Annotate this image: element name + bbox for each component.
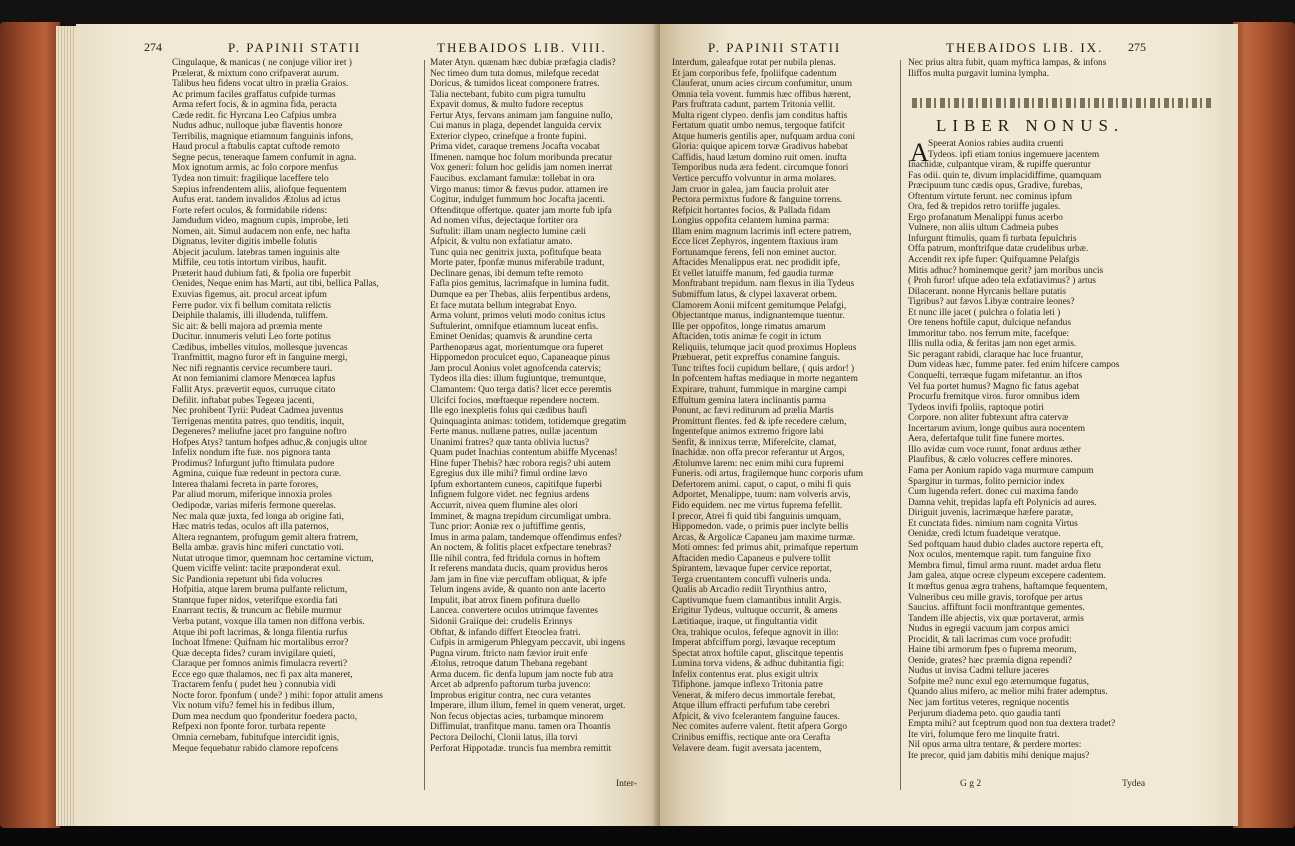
verse-line: Infignem fulgore videt. nec fegnius ardens (430, 490, 590, 501)
verse-line: Spirantem, lævaque fuper cervice reportat, (672, 564, 832, 575)
verse-line: Ætolumve larem: nec enim mihi cura fupremi (672, 458, 844, 469)
verse-line: Quæ decepta fides? curam invigilare quieti, (172, 648, 336, 659)
verse-line: Accendit rex ipfe fuper: Quifquamne Pelafgis (908, 255, 1080, 266)
verse-line: Ac primum faciles graffatus cufpide turmas (172, 89, 336, 100)
verse-line: Imperat abfciffum porgi, lævaque receptum (672, 638, 836, 649)
verse-line: Ille ego inexpletis folus qui cædibus haufi (430, 406, 588, 417)
verse-line: Sofpite me? nunc exul ego æternumque fugatus, (908, 676, 1089, 687)
verse-line: Diffimulat, tranfitque manu. tamen ora Thoantis (430, 722, 611, 733)
verse-line: Longius oppofita celantem lumina parma: (672, 216, 830, 227)
verse-line: Monftrabant trepidum. nam flexus in ilia Tydeus (672, 279, 855, 290)
verse-line: Oftenditque offertque. quater jam morte fub ipfa (430, 205, 612, 216)
verse-line: Offa patrum, monftrifque datæ crudelibus urbæ. (908, 244, 1089, 255)
verse-line: Effultum gemina latera inclinantis parma (672, 395, 826, 406)
verse-line: Ferre pudor. vix fi bellum comitata relictis (172, 300, 332, 311)
verse-line: Altera regnantem, profugum gemit altera fratrem, (172, 532, 359, 543)
verse-line: Fas odii. quin te, divum implacidiffime, quamquam (908, 170, 1102, 181)
verse-line: Sed poftquam haud dubio clades auctore reperta eft, (908, 539, 1104, 550)
verse-line: Et nunc ille jacet ( pulchra o folatia leti ) (908, 307, 1061, 318)
verse-line: Afpicit, & vivo fcelerantem fanguine fauces. (672, 711, 840, 722)
verse-line: Ora, trahique oculos, fefeque agnovit in illo: (672, 627, 839, 638)
verse-line: Accurrit, nivea quem flumine ales olori (430, 500, 578, 511)
verse-line: Telum ingens avide, & quanto non ante lacerto (430, 585, 606, 596)
verse-line: Omnia cernebam, fubitufque intercidit ignis, (172, 733, 340, 743)
right-page-column-2 (908, 139, 1144, 761)
verse-line: Jamdudum video, magnum cupis, improbe, leti (172, 216, 349, 227)
verse-line: Spectat atrox hoftile caput, gliscitque tepentis (672, 648, 844, 659)
verse-line: Miffile, ceu totis intortum viribus, haufit. (172, 258, 327, 269)
verse-line: Ingentefque animos extremo frigore labi (672, 427, 824, 438)
verse-line: Plaufibus, & cælo volucres ceffere minores. (908, 455, 1073, 466)
verse-line: Nec comites auferre valent. ftetit afpera Gorgo (672, 722, 848, 733)
verse-line: Damna vehit, trepidas lapfa eft Polynicis ad aures. (908, 497, 1097, 508)
verse-line: Eminet Oenidas; quamvis & arundine certa (430, 332, 593, 343)
verse-line: Pectora permixtus fudore & fanguine torrens. (672, 195, 843, 206)
verse-line: Adportet, Menalippe, tuum: nam volveris arvis, (672, 490, 851, 501)
verse-line: Inachidæ, culpantque viram, & rupiffe queruntur (908, 160, 1091, 171)
verse-line: Tifiphone. jamque inflexo Tritonia patre (672, 680, 823, 691)
verse-line: Clamantem: Quo terga datis? licet ecce peremtis (430, 384, 612, 395)
verse-line: Suftulerint, omnifque etiamnum luceat enfis. (430, 321, 599, 332)
verse-line: Pectora Deilochi, Clonii latus, illa torvi (430, 733, 578, 743)
verse-line: Tractarem fenfu ( pudet heu ) connubia vidi (172, 680, 336, 691)
verse-line: Atque humeris gentilis aper, nufquam ardua coni (672, 131, 856, 142)
verse-line: Hofpes Atys? tantum hofpes adhuc,& conjugis ultor (172, 437, 368, 448)
verse-line: Ore tenens hoftile caput, dulcique nefandus (908, 318, 1071, 329)
left-page (76, 24, 660, 826)
verse-line: Cui manus in plaga, dependet languida cervix (430, 121, 602, 132)
verse-line: Cæde redit. fic Hyrcana Leo Cafpius umbra (172, 110, 337, 121)
verse-line: Promittunt flentes. fed & ipfe recedere cælum, (672, 416, 847, 427)
verse-line: Defilit. inftabat pubes Tegeæa jacenti, (172, 395, 315, 406)
verse-line: Aftaciden medio Capaneus e pulvere tollit (672, 553, 831, 564)
verse-line: Illam enim magnum lacrimis infl ectere patrem, (672, 226, 852, 237)
verse-line: Præbuerat, petit expreffus conamine fanguis. (672, 353, 841, 364)
verse-line: Unanimi fratres? quæ tanta oblivia luctus? (430, 437, 590, 448)
verse-line: Clauferat, unum acies circum confumitur, unum (672, 79, 853, 90)
verse-line: Præcipuum tunc cædis opus, Gradive, furebas, (908, 181, 1083, 192)
left-cover-board (0, 22, 60, 828)
verse-line: Tydeos invifi fpoliis, raptoque potiri (908, 402, 1045, 413)
verse-line: Tydeos illa dies: illum fugiuntque, tremuntque, (430, 374, 607, 385)
verse-line: Dum videas hæc, fumme pater. fed enim hifcere campos (908, 360, 1120, 371)
verse-line: Pars fruftrata cadunt, partem Tritonia vellit. (672, 100, 836, 111)
verse-line: Declinare genas, ibi demum tefte remoto (430, 268, 584, 279)
column-rule (424, 60, 425, 790)
verse-line: Hippomedon. vade, o primis puer inclyte bellis (672, 522, 849, 533)
verse-line: Corpore. non aliter fubtexunt aftra catervæ (908, 413, 1069, 424)
verse-line: Impulit, ibat atrox finem pofitura duello (430, 595, 580, 606)
verse-line: Oenide, grates? hæc præmia digna rependi? (908, 655, 1073, 666)
verse-line: Sic Pandionia repetunt ubi fida volucres (172, 574, 323, 585)
verse-line: Ecce ego quæ thalamos, nec fi pax alta maneret, (172, 669, 353, 680)
verse-line: Suftulit: illam unam neglecto lumine cæli (430, 226, 586, 237)
verse-line: Afpicit, & vultu non exfatiatur amato. (430, 237, 573, 248)
verse-line: Velavere deam. fugit aversata jacentem, (672, 743, 822, 754)
verse-line: Expavit domus, & multo fudore receptus (430, 100, 584, 111)
verse-line: Cædibus, imbelles vitulos, mollesque juvencas (172, 342, 348, 353)
verse-line: Nil opus arma ultra tentare, & perdere mortes: (908, 740, 1082, 751)
verse-line: Multa rigent clypeo. denfis jam conditus haftis (672, 110, 848, 121)
verse-line: Vulneribus ceu mille gravis, torofque per artus (908, 592, 1083, 603)
verse-line: Interdum, galeafque rotat per nubila plenas. (672, 58, 836, 68)
left-page-edges (56, 26, 78, 826)
verse-line: Ad nomen vifus, dejectaque fortiter ora (430, 216, 578, 227)
headpiece-ornament (912, 98, 1212, 108)
verse-line: Terribilis, magnique etiamnum fanguinis infons, (172, 131, 354, 142)
verse-line: Arma volunt, primos veluti modo conitus ictus (430, 311, 606, 322)
verse-line: Bella ambæ. gravis hinc miferi cunctatio voti. (172, 543, 344, 554)
right-cover-board (1233, 22, 1295, 828)
verse-line: Jam procul Aonius volet agnofcenda catervis; (430, 363, 602, 374)
verse-line: Infelix contentus erat. plus exigit ultrix (672, 669, 819, 680)
verse-line: Exterior clypeo, crinefque a fronte fupini. (430, 131, 587, 142)
verse-line: Vix notum vifu? femel his in fedibus illum, (172, 701, 335, 712)
verse-line: Imperare, illum illum, femel in quem venerat, urget. (430, 701, 626, 712)
verse-line: Venerat, & mifero decus immortale ferebat, (672, 690, 836, 701)
verse-line: Lancea. convertere oculos utrimque faventes (430, 606, 598, 617)
verse-line: Defertorem animi. caput, o caput, o mihi fi quis (672, 479, 851, 490)
verse-line: Ducitur. innumeris veluti Leo forte potitus (172, 332, 331, 343)
verse-line: Conqueſti, terræque fugam mifetantur. an iftos (908, 371, 1083, 382)
verse-line: Immoritur tabo. nos ferrum mite, facefque: (908, 328, 1070, 339)
verse-line: Non fecus objectas acies, turbamque minorem (430, 711, 604, 722)
drop-capital: A (910, 138, 929, 167)
verse-line: Nec timeo dum tuta domus, milefque recedat (430, 68, 599, 79)
verse-line: Dum mea necdum quo fponderitur foedera pacto, (172, 711, 358, 722)
verse-line: Exuvias figemus, ait. procul arceat ipfum (172, 290, 327, 301)
verse-line: Nocte foror. fponfum ( unde? ) mihi: fopor attulit amens (172, 690, 383, 701)
verse-line: Tigribus? aut fævos Libyæ contraire leones? (908, 297, 1075, 308)
verse-line: Mater Atyn. quænam hæc dubiæ præfagia cladis? (430, 58, 616, 68)
verse-line: Erigitur Tydeus, vultuque occurrit, & amens (672, 606, 838, 617)
verse-line: Interea thalami fecreta in parte forores, (172, 479, 319, 490)
verse-line: Ecce licet Zephyros, ingentem ftaxiuus iram (672, 237, 839, 248)
verse-line: An noctem, & folitis placet exfpectare tenebras? (430, 543, 612, 554)
verse-line: Procurfu fremitque viros. furor omnibus idem (908, 392, 1080, 403)
verse-line: Imus in arma palam, tandemque offendimus enfes? (430, 532, 622, 543)
verse-line: Saucius. affiftunt focii monftrantque gementes. (908, 603, 1085, 614)
verse-line: Infelix nondum ifte fuæ. nos pignora tanta (172, 448, 331, 459)
verse-line: Procidit, & tali lacrimas cum voce profudit: (908, 634, 1072, 645)
verse-line: Imminet, & magna trepidum circumligat umbra. (430, 511, 611, 522)
verse-line: Nudus ut invisa Cadmi tellure jaceres (908, 666, 1049, 677)
verse-line: Nec mala quæ juxta, fed longa ab origine fati, (172, 511, 344, 522)
verse-line: Arcas, & Argolicæ Capaneu jam maxime turmæ. (672, 532, 856, 543)
left-page-column-2 (430, 58, 656, 754)
verse-line: Jam cruor in galea, jam faucia proluit ater (672, 184, 829, 195)
verse-line: Haine tibi armorum fpes o fuprema meorum, (908, 645, 1077, 656)
verse-line: Tandem ille abjectis, vix quæ portaverat, armis (908, 613, 1084, 624)
verse-line: Dignatus, leviter digitis imbelle folutis (172, 237, 318, 248)
verse-line: Enarrant tectis, & truncum ac flebile murmur (172, 606, 342, 617)
verse-line: Moti omnes: fed primus abit, primafque repertum (672, 543, 859, 554)
verse-line: Doricus, & tumidos liceat componere fratres. (430, 79, 600, 90)
verse-line: Iliffos multa purgavit lumina lympha. (908, 68, 1050, 79)
verse-line: Deiphile thalamis, illi illudenda, tuliffem. (172, 311, 328, 322)
verse-line: Inchoat Ifmene: Quifnam hic mortalibus error? (172, 638, 349, 649)
verse-line: Hippomedon proculcet equo, Capaneaque pinus (430, 353, 610, 364)
verse-line: Perforat Hippotadæ. truncis fua membra remittit (430, 743, 612, 754)
verse-line: Prodimus? Infurgunt jufto ftimulata pudore (172, 458, 335, 469)
verse-line: Quinquaginta animas: totidem, totidemque gregatim (430, 416, 627, 427)
verse-line: Dilacerant. nonne Hyrcanis bellare putatis (908, 286, 1067, 297)
verse-line: Haud procul a ftabulis captat cuftode remoto (172, 142, 340, 153)
verse-line: Ille per oppofitos, longe rimatus amarum (672, 321, 826, 332)
verse-line: Incertarum avium, longe quibus aura nocentem (908, 423, 1086, 434)
verse-line: Illo avidæ cum voce ruunt, fonat arduus æther (908, 444, 1081, 455)
right-page-column-1 (672, 58, 894, 754)
verse-line: Perjurum diadema peto. quo gaudia tanti (908, 708, 1061, 719)
verse-line: Expirare, trahunt, fummique in margine campi (672, 384, 847, 395)
verse-line: Pugna virum. ftricto nam fævior iruit enfe (430, 648, 588, 659)
verse-line: Quam pudet Inachias contentum abiiffe Mycenas! (430, 448, 618, 459)
verse-line: Oedipodæ, varias miferis fermone querelas. (172, 500, 337, 511)
verse-line: Submiffum latus, & clypei laxaverat orbem. (672, 290, 838, 301)
verse-line: Empta mihi? aut fceptrum quod non tua dextera tradet? (908, 719, 1116, 730)
verse-line: Ulcifci focios, mœftaeque rependere noctem. (430, 395, 600, 406)
verse-line: Tunc triftes focii cupidum bellare, ( quis ardor! ) (672, 363, 855, 374)
verse-line: Atque ibi poft lacrimas, & longa filentia rurfus (172, 627, 348, 638)
verse-line: Obftat, & infando differt Eteoclea fratri. (430, 627, 581, 638)
verse-line: Fido equidem. nec me virtus fuprema fefellit. (672, 500, 843, 511)
running-head-book: THEBAIDOS LIB. VIII. (437, 40, 607, 55)
verse-line: Objectantque manus, indignantemque tuentur. (672, 311, 845, 322)
verse-line: Agmina, cuique fuæ redeunt in pectora curæ. (172, 469, 342, 480)
verse-line: Hæc matris tedas, oculos aft illa paternos, (172, 522, 329, 533)
verse-line: Parthenopæus agat, morientumque ora fuperet (430, 342, 604, 353)
verse-line: Nox oculos, mentemque rapit. tum fanguine fixo (908, 550, 1091, 561)
verse-line: Gloria: quique apicem torvæ Gradivus habebat (672, 142, 848, 153)
verse-line: Vel fua portet humus? Magno fic fatus agebat (908, 381, 1080, 392)
verse-line: Meque fequebatur rabido clamore repofcens (172, 743, 339, 754)
verse-line: Tydea non timuit: fragilique laceffere telo (172, 174, 329, 185)
catchword: Tydea (1122, 779, 1146, 789)
verse-line: Degeneres? meliufne jacet pro fanguine noftro (172, 427, 347, 438)
verse-line: Lumina torva videns, & adhuc dubitantia figi: (672, 659, 845, 670)
verse-line: Nudus in egregii vacuum jam corpus amici (908, 624, 1070, 635)
verse-line: In pofcentem haftas mediaque in morte negantem (672, 374, 858, 385)
verse-line: Fama per Aonium rapido vaga murmure campum (908, 465, 1094, 476)
verse-line: Stantque fuper nidos, veterifque exordia fati (172, 595, 338, 606)
verse-line: Ferte manus. nullæne patres, nullæ jacentum (430, 427, 598, 438)
verse-line: Prælerat, & mixtum cono crifpaverat aurum. (172, 68, 339, 79)
verse-line: Cingulaque, & manicas ( ne conjuge vilior iret ) (172, 58, 352, 68)
verse-line: Mitis adhuc? hominemque gerit? jam moribus uncis (908, 265, 1104, 276)
verse-line: Talia nectebant, fubito cum pigra tumultu (430, 89, 586, 100)
running-head-author: P. PAPINII STATII (708, 40, 842, 55)
verse-line: Qualis ab Arcadio rediit Tirynthius antro, (672, 585, 827, 596)
left-page-column-1 (172, 58, 418, 754)
verse-line: Diriguit juvenis, lacrimæque hæfere paratæ, (908, 508, 1074, 519)
verse-line: Inachidæ. non offa precor referantur ut Argos, (672, 448, 845, 459)
verse-line: Et jam corporibus fefe, fpoliifque cadentum (672, 68, 837, 79)
verse-line: Infurgunt ftimulis, quam fi turbata fepulchris (908, 233, 1077, 244)
verse-line: Temporibus nuda æra fedent. circumque fonori (672, 163, 849, 174)
verse-line: Prima videt, caraque tremens Jocafta vocabat (430, 142, 600, 153)
verse-line: Crinibus emiffis, rectique ante ora Cerafta (672, 733, 831, 743)
verse-line: Oenidæ, credi lctum fuadetque veratque. (908, 529, 1061, 540)
column-rule (900, 60, 901, 790)
verse-line: Nec prius altra fubit, quam myftica lampas, & infons (908, 58, 1107, 68)
verse-line: Sæpius infrendentem aliis, aliofque fequentem (172, 184, 347, 195)
verse-line: Illis nulla odia, & feritas jam non eget armis. (908, 339, 1077, 350)
verse-line: Arma ducem. fic denfa lupum jam nocte fub atra (430, 669, 614, 680)
verse-line: Oenides, Neque enim has Marti, aut tibi, bellica Pallas, (172, 279, 379, 290)
catchword: Inter- (616, 779, 637, 789)
running-head-author: P. PAPINII STATII (228, 40, 362, 55)
verse-line: Tunc prior: Aoniæ rex o juftiffime gentis, (430, 522, 586, 533)
verse-line: Terga cruentantem concuffi vulneris unda. (672, 574, 831, 585)
verse-line: Tydeos. ipfi etiam tonius ingemuere jacentem (928, 149, 1100, 160)
verse-line: Fallit Atys. prævertit equos, curruque citato (172, 384, 336, 395)
verse-line: Aftaciden, totis animæ fe cogit in ictum (672, 332, 822, 343)
verse-line: Nec prohibent Tyrii: Pudeat Cadmea juventus (172, 406, 344, 417)
verse-line: Caffidis, haud lætum domino ruit omen. inufta (672, 152, 847, 163)
verse-line: Nec jam fortitus veteres, regnique nocentis (908, 697, 1069, 708)
verse-line: Oftentum virtute ferunt. nec cominus ipfum (908, 191, 1073, 202)
verse-line: Tranfmittit, magno furor eft in fanguine mergi, (172, 353, 348, 364)
verse-line: Clamorem Aonii mifcent gemitumque Pelafgi, (672, 300, 847, 311)
verse-line: Talibus heu fidens vocat ultro in prælia Graios. (172, 79, 349, 90)
verse-line: Ergo profanatum Menalippi funus acerbo (908, 212, 1063, 223)
signature-mark: G g 2 (960, 779, 982, 789)
verse-line: Quando alius mifero, ac melior mihi frater ademptus. (908, 687, 1108, 698)
verse-line: Virgo manus: timor & fævus pudor. attamen ire (430, 184, 608, 195)
verse-line: I precor, Atrei fi quid tibi fanguinis umquam, (672, 511, 842, 522)
verse-line: Ipfum exhortantem cuneos, capitifque fuperbi (430, 479, 603, 490)
verse-line: Improbus erigitur contra, nec cura vetantes (430, 690, 591, 701)
verse-line: Arma refert focis, & in agmina fida, peracta (172, 100, 337, 111)
verse-line: Nomen, ait. Simul audacem non enfe, nec hafta (172, 226, 351, 237)
verse-line: ( Proh furor! ufque adeo tela exfatiavimus? ) artus (908, 276, 1096, 287)
verse-line: Ifmenen. namque hoc folum moribunda precatur (430, 152, 613, 163)
verse-line: Aera, defertafque tulit fine funere mortes. (908, 434, 1065, 445)
verse-line: Spargitur in turmas, folito pernicior index (908, 476, 1065, 487)
verse-line: Et vellet latuiffe manum, fed gaudia turmæ (672, 268, 834, 279)
verse-line: Nutat utroque timor, quemnam hoc certamine victum, (172, 553, 374, 564)
verse-line: Ætolus, retroque datum Thebana regebant (430, 659, 588, 670)
verse-line: Et cunctata fides. nimium nam cognita Virtus (908, 518, 1078, 529)
verse-line: Vulnere, non aliis ultum Cadmeia pubes (908, 223, 1059, 234)
page-number: 275 (1128, 40, 1146, 54)
verse-line: Sic ait: & belli majora ad præmia mente (172, 321, 323, 332)
verse-line: Dumque ea per Thebas, aliis ferpentibus ardens, (430, 290, 611, 301)
verse-line: Jam jam in fine viæ percuffam obliquat, & ipfe (430, 574, 607, 585)
verse-line: Vertice percuffo volvuntur in arma molares. (672, 174, 837, 185)
verse-line: Cum lugenda refert. donec cui maxima fando (908, 487, 1078, 498)
verse-line: Verba putant, voxque illa tamen non diffona verbis. (172, 616, 365, 627)
verse-line: Fertur Atys, fervans animam jam fanguine nullo, (430, 110, 613, 121)
verse-line: Hine fuper Thebis? hæc robora regis? ubi autem (430, 458, 611, 469)
verse-line: Membra fimul, fimul arma ruunt. madet ardua fletu (908, 560, 1101, 571)
verse-line: Funeris. odi artus, fragilemque hunc corporis ufum (672, 469, 864, 480)
right-page (660, 24, 1238, 826)
verse-line: Mox ignotum armis, ac folo corpore menfus (172, 163, 338, 174)
verse-line: Arcet ab adprenfo paftorum turba juvenco: (430, 680, 591, 691)
verse-line: Ite viri, folumque fero me linquite fratri. (908, 729, 1060, 740)
right-page-column-2-top (908, 58, 1144, 79)
verse-line: At non femianimi clamore Menœcea lapfus (172, 374, 336, 385)
book-heading: LIBER NONUS. (936, 116, 1125, 135)
verse-line: It mœftus genua ægra trahens, haftamque fequentem, (908, 581, 1108, 592)
verse-line: Speerat Aonios rabies audita cruenti (928, 139, 1064, 149)
verse-line: Præterit haud dubium fati, & fpolia ore fuperbit (172, 268, 351, 279)
verse-line: Vox generi: folum hoc gelidis jam nomen inerrat (430, 163, 613, 174)
verse-line: Refpicit hortantes focios, & Pallada fidam (672, 205, 831, 216)
verse-line: Fafla pios gemitus, lacrimafque in lumina fudit. (430, 279, 610, 290)
verse-line: Ille nihil contra, fed ftridula cornus in hoftem (430, 553, 601, 564)
verse-line: Quem viciffe velint: tacite præponderat exul. (172, 564, 341, 575)
verse-line: It referens mandata ducis, quam providus heros (430, 564, 608, 575)
verse-line: Nudus adhuc, nulloque jubæ flaventis honore (172, 121, 343, 132)
running-head-book: THEBAIDOS LIB. IX. (946, 40, 1104, 55)
verse-line: Captivumque fuem clamantibus intulit Argis. (672, 595, 842, 606)
verse-line: Segne pecus, teneraque famem confumit in agna. (172, 152, 357, 163)
verse-line: Fortunamque ferens, feli non eminet auctor. (672, 247, 837, 258)
verse-line: Aufus erat. tandem invalidos Ætolus ad ictus (172, 195, 341, 206)
verse-line: Jam galea, atque ocreæ clypeum excepere cadentem. (908, 571, 1106, 582)
verse-line: Senfit, & innixus terræ, Mifereſcite, clamat, (672, 437, 837, 448)
verse-line: Refpexi non fponte foror. turbata repente (172, 722, 326, 733)
verse-line: Et face mutata bellum integrabat Enyo. (430, 300, 577, 311)
verse-line: Claraque per fomnos animis fimulacra reverti? (172, 659, 348, 670)
page-number: 274 (144, 40, 162, 54)
verse-line: Atque illum effracti perfufum tabe cerebri (672, 701, 830, 712)
verse-line: Hofpitia, atque larem bruma pulfante relictum, (172, 585, 348, 596)
verse-line: Ite precor, quid jam dabitis mihi denique majus? (908, 750, 1090, 761)
verse-line: Ponunt, ac fævi rediturum ad prælia Martis (672, 406, 834, 417)
verse-line: Egregius dux ille mihi? fimul ordine lævo (430, 469, 588, 480)
verse-line: Aftacides Menalippus erat. nec prodidit ipfe, (672, 258, 840, 269)
verse-line: Ora, fed & trepidos retro toriiffe jugales. (908, 202, 1061, 213)
verse-line: Abjecit jaculum. latebras tamen inguinis alte (172, 247, 340, 258)
verse-line: Cufpis in armigerum Phlegyam peccavit, ubi ingens (430, 638, 626, 649)
verse-line: Reliquiis, telumque jacit quod proximus Hopleus (672, 342, 857, 353)
verse-line: Forte refert oculos, & formidabile ridens: (172, 205, 328, 216)
verse-line: Fertatum quatit umbo nemus, tergoque fatifcit (672, 121, 845, 132)
verse-line: Omnia tela vovent. fummis hæc offibus hærent, (672, 89, 851, 100)
verse-line: Sic peragant rabidi, claraque hac luce fruantur, (908, 349, 1084, 360)
verse-line: Nec nifi regnantis cervice recumbere tauri. (172, 363, 333, 374)
verse-line: Cogitur, indulget fummum hoc Jocafta jacenti. (430, 195, 605, 206)
verse-line: Par aliud morum, miferique innoxia proles (172, 490, 332, 501)
verse-line: Morte pater, fponfæ munus miferabile tradunt, (430, 258, 605, 269)
verse-line: Terrigenas mentita patres, quo tenditis, inquit, (172, 416, 345, 427)
verse-line: Tunc quia nec genitrix juxta, pofitufque beata (430, 247, 602, 258)
verse-line: Faucibus. exclamant famulæ: tollebat in ora (430, 174, 595, 185)
verse-line: Lætitiaque, iraque, ut fingultantia vidit (672, 616, 818, 627)
verse-line: Sidonii Graiique dei: crudelis Erinnys (430, 616, 573, 627)
